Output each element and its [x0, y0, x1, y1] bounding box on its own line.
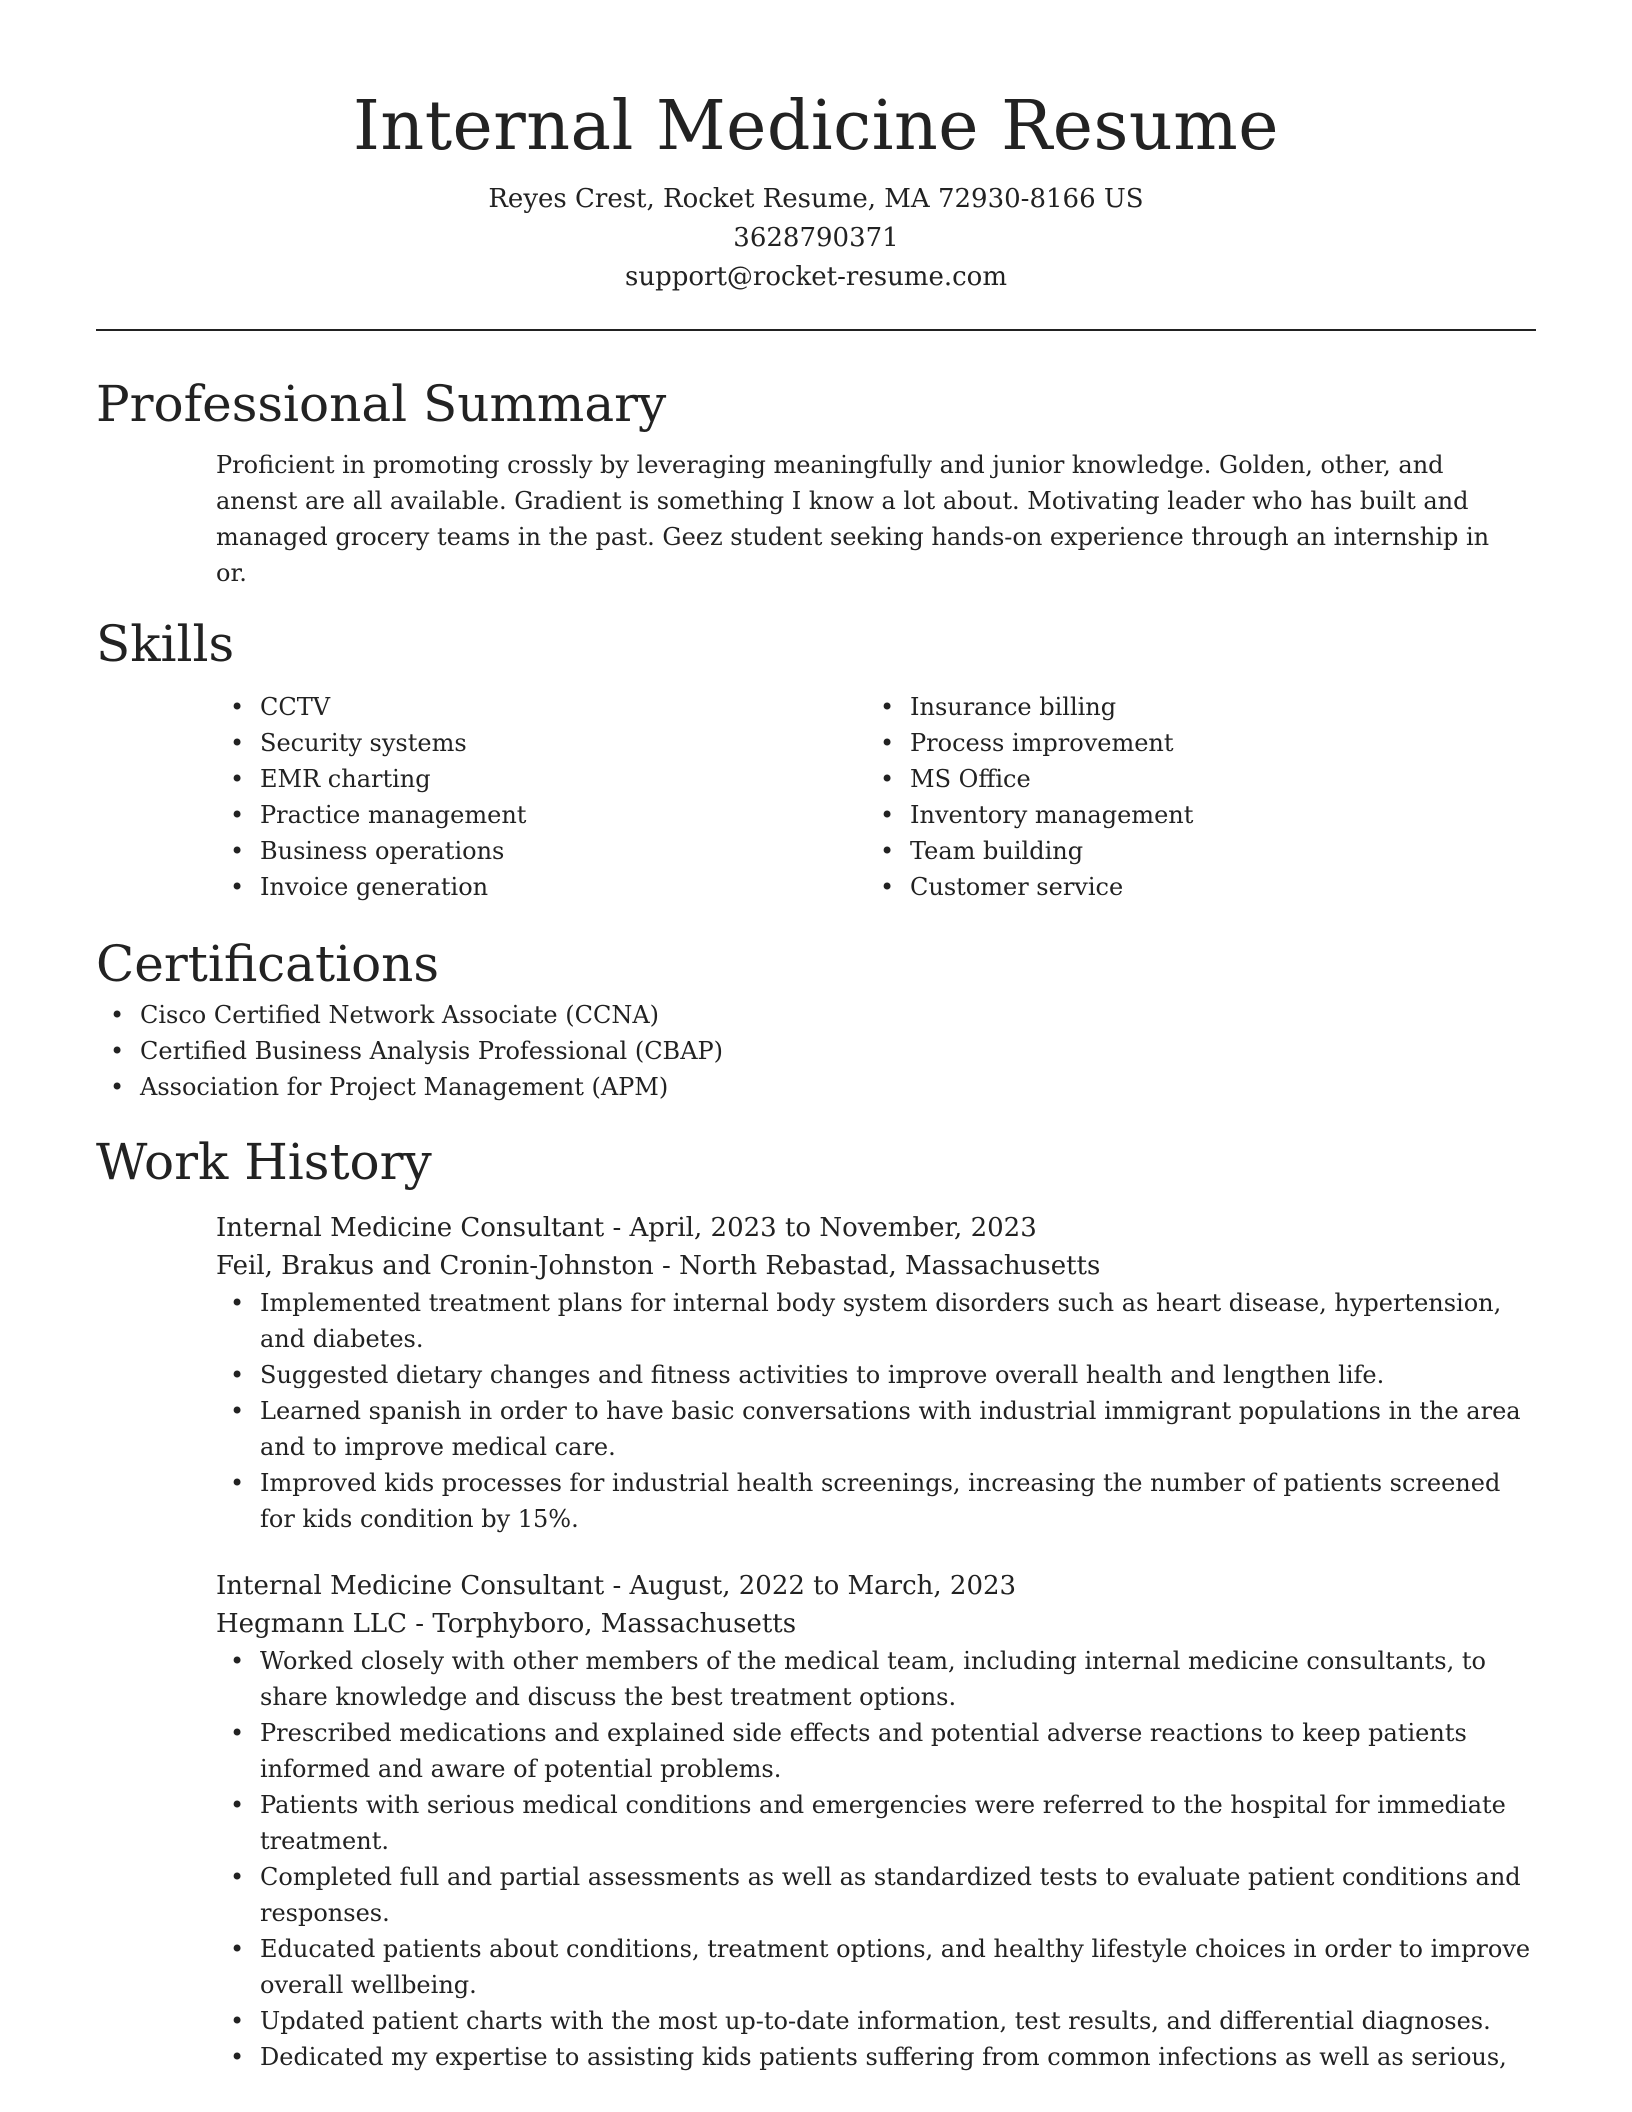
certifications-list [96, 997, 1536, 1105]
skill-item: • Practice management [216, 797, 866, 833]
skill-item: • Invoice generation [216, 869, 866, 905]
skill-item: • Security systems [216, 725, 866, 761]
skill-item: • Customer service [866, 869, 1516, 905]
skill-item: • EMR charting [216, 761, 866, 797]
contact-address: Reyes Crest, Rocket Resume, MA 72930-8166 US [488, 184, 1144, 214]
skill-item: • Team building [866, 833, 1516, 869]
contact-block [96, 180, 1536, 297]
skills-grid [216, 689, 1536, 905]
job-duty-item: • Completed full and partial assessments as well as standardized tests to evaluate patient conditions and responses. [216, 1859, 1536, 1931]
job-duty-item: • Updated patient charts with the most up-to-date information, test results, and differential diagnoses. [216, 2003, 1536, 2039]
job-duty-item: • Suggested dietary changes and fitness activities to improve overall health and lengthen life. [216, 1357, 1536, 1393]
job-company-line: Feil, Brakus and Cronin-Johnston - North Rebastad, Massachusetts [216, 1251, 1101, 1281]
contact-phone: 3628790371 [733, 223, 899, 253]
job-duties-list [216, 1643, 1536, 2075]
job-entry [216, 1209, 1536, 1537]
skill-item: • Process improvement [866, 725, 1516, 761]
skill-item: • Inventory management [866, 797, 1516, 833]
job-dates: August, 2022 to March, 2023 [629, 1571, 1017, 1601]
header-divider [96, 329, 1536, 331]
contact-email: support@rocket-resume.com [624, 262, 1007, 292]
certification-item: • Cisco Certified Network Associate (CCNA) [96, 997, 1536, 1033]
skill-item: • CCTV [216, 689, 866, 725]
job-dates: April, 2023 to November, 2023 [629, 1213, 1037, 1243]
resume-title: Internal Medicine Resume [353, 87, 1279, 166]
certification-item: • Association for Project Management (APM) [96, 1069, 1536, 1105]
skills-list-right [866, 689, 1516, 905]
job-location: North Rebastad, Massachusetts [679, 1251, 1101, 1281]
resume-header [96, 0, 1536, 297]
job-duty-item: • Improved kids processes for industrial health screenings, increasing the number of patients screened for kids condition by 15%. [216, 1465, 1536, 1537]
job-title: Internal Medicine Consultant [216, 1571, 605, 1601]
skills-column-right [866, 689, 1516, 905]
job-title-line: Internal Medicine Consultant - August, 2022 to March, 2023 [216, 1571, 1017, 1601]
job-entry [216, 1567, 1536, 2075]
job-duty-item: • Patients with serious medical conditions and emergencies were referred to the hospital for immediate treatment. [216, 1787, 1536, 1859]
skills-column-left [216, 689, 866, 905]
resume-page [96, 0, 1536, 2075]
job-title: Internal Medicine Consultant [216, 1213, 605, 1243]
job-duty-item: • Learned spanish in order to have basic conversations with industrial immigrant populations in the area and to improve medical care. [216, 1393, 1536, 1465]
certification-item: • Certified Business Analysis Professional (CBAP) [96, 1033, 1536, 1069]
job-company-line: Hegmann LLC - Torphyboro, Massachusetts [216, 1609, 797, 1639]
job-location: Torphyboro, Massachusetts [432, 1609, 797, 1639]
job-duty-item: • Educated patients about conditions, treatment options, and healthy lifestyle choices in order to improve overall wellbeing. [216, 1931, 1536, 2003]
skill-item: • Insurance billing [866, 689, 1516, 725]
job-duties-list [216, 1285, 1536, 1537]
summary-heading: Professional Summary [96, 375, 667, 433]
skill-item: • Business operations [216, 833, 866, 869]
job-title-line: Internal Medicine Consultant - April, 2023 to November, 2023 [216, 1213, 1037, 1243]
skills-list-left [216, 689, 866, 905]
job-company: Hegmann LLC [216, 1609, 408, 1639]
summary-text: Proficient in promoting crossly by leveraging meaningfully and junior knowledge. Golden, other, and anenst are all available. Gradient is something I know a lot about. Motivating leader who has built and managed grocery teams in the past. Geez student seeking hands-on experience through an internship in or. [216, 451, 1490, 587]
skill-item: • MS Office [866, 761, 1516, 797]
job-company: Feil, Brakus and Cronin-Johnston [216, 1251, 654, 1281]
certifications-heading: Certifications [96, 935, 440, 993]
job-duty-item: • Implemented treatment plans for internal body system disorders such as heart disease, hypertension, and diabetes. [216, 1285, 1536, 1357]
skills-heading: Skills [96, 615, 235, 673]
work-history-heading: Work History [96, 1133, 432, 1191]
job-duty-item: • Dedicated my expertise to assisting kids patients suffering from common infections as well as serious, [216, 2039, 1536, 2075]
job-duty-item: • Prescribed medications and explained side effects and potential adverse reactions to keep patients informed and aware of potential problems. [216, 1715, 1536, 1787]
job-duty-item: • Worked closely with other members of the medical team, including internal medicine consultants, to share knowledge and discuss the best treatment options. [216, 1643, 1536, 1715]
